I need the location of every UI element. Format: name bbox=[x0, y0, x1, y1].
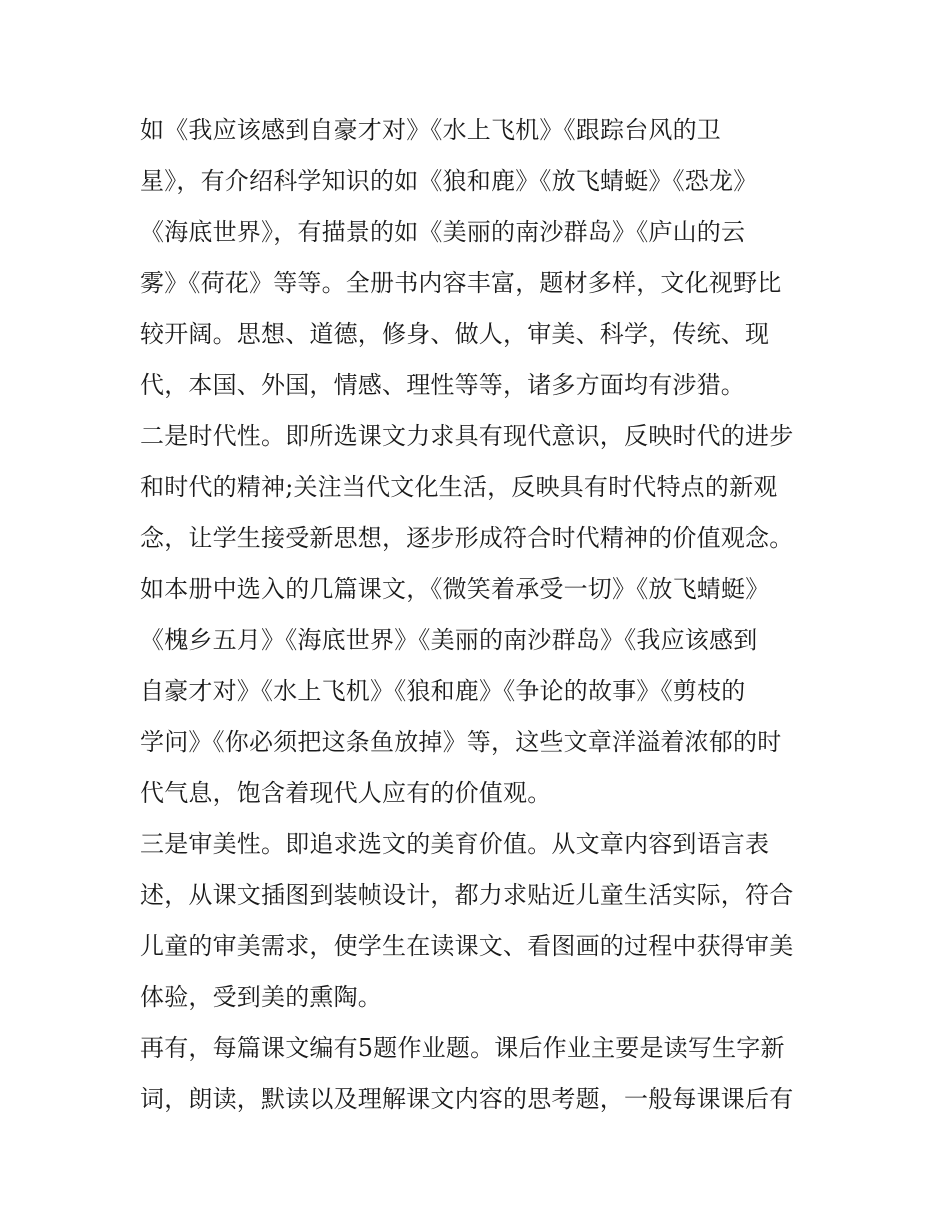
text-line: 较开阔。思想、道德，修身、做人，审美、科学，传统、现 bbox=[140, 320, 770, 348]
text-line: 念，让学生接受新思想，逐步形成符合时代精神的价值观念。 bbox=[140, 524, 794, 552]
text-line: 儿童的审美需求，使学生在读课文、看图画的过程中获得审美 bbox=[140, 932, 794, 960]
text-line: 述，从课文插图到装帧设计，都力求贴近儿童生活实际，符合 bbox=[140, 881, 794, 909]
text-line: 和时代的精神;关注当代文化生活，反映具有时代特点的新观 bbox=[140, 473, 778, 501]
text-line: 如本册中选入的几篇课文，《微笑着承受一切》《放飞蜻蜓》 bbox=[140, 575, 770, 603]
text-line: 词，朗读，默读以及理解课文内容的思考题，一般每课课后有 bbox=[140, 1085, 794, 1113]
text-line: 雾》《荷花》等等。全册书内容丰富，题材多样，文化视野比 bbox=[140, 269, 782, 297]
text-line: 代气息，饱含着现代人应有的价值观。 bbox=[140, 779, 552, 807]
text-line: 二是时代性。即所选课文力求具有现代意识，反映时代的进步 bbox=[140, 422, 794, 450]
text-line: 代，本国、外国，情感、理性等等，诸多方面均有涉猎。 bbox=[140, 371, 745, 399]
text-line: 三是审美性。即追求选文的美育价值。从文章内容到语言表 bbox=[140, 830, 770, 858]
text-line: 星》，有介绍科学知识的如《狼和鹿》《放飞蜻蜓》《恐龙》 bbox=[140, 167, 758, 195]
text-line: 学问》《你必须把这条鱼放掉》等，这些文章洋溢着浓郁的时 bbox=[140, 728, 782, 756]
text-line: 再有，每篇课文编有5题作业题。课后作业主要是读写生字新 bbox=[140, 1034, 785, 1062]
text-line: 体验，受到美的熏陶。 bbox=[140, 983, 382, 1011]
text-line: 如《我应该感到自豪才对》《水上飞机》《跟踪台风的卫 bbox=[140, 116, 721, 144]
text-line: 《海底世界》，有描景的如《美丽的南沙群岛》《庐山的云 bbox=[140, 218, 746, 246]
text-line: 《槐乡五月》《海底世界》《美丽的南沙群岛》《我应该感到 bbox=[140, 626, 758, 654]
document-body bbox=[140, 105, 820, 1125]
text-line: 自豪才对》《水上飞机》《狼和鹿》《争论的故事》《剪枝的 bbox=[140, 677, 746, 705]
